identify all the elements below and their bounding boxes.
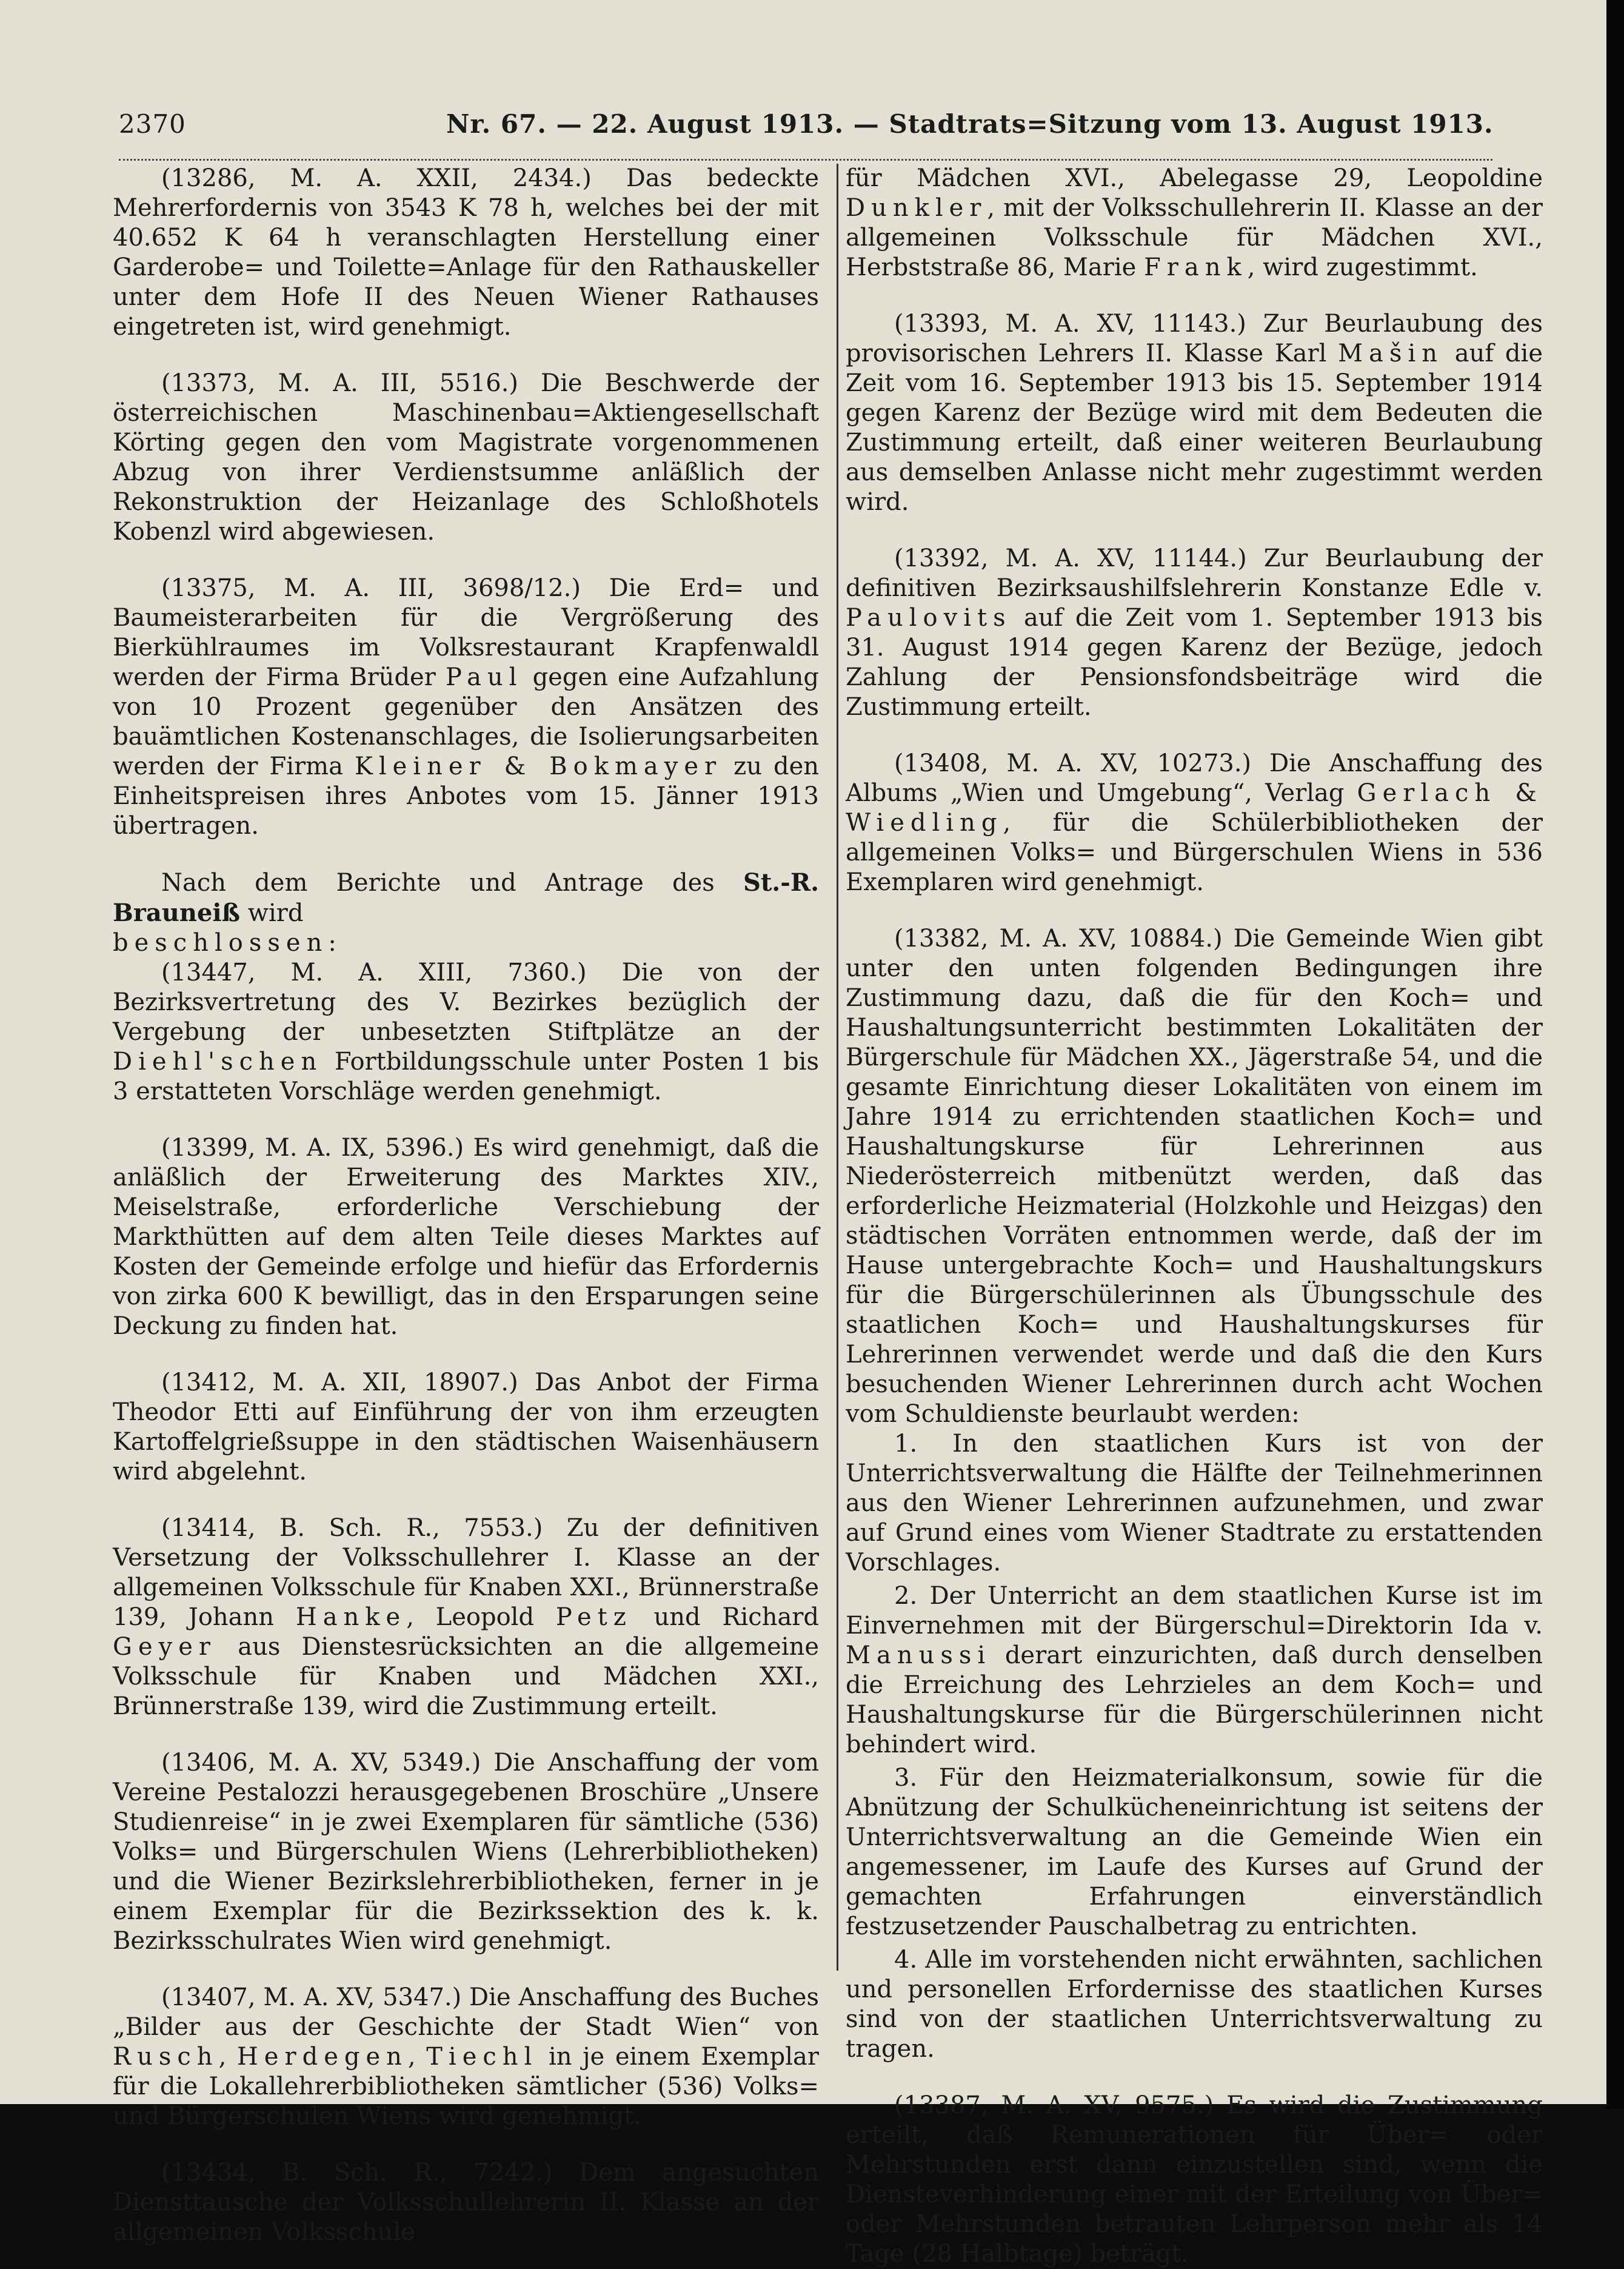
councillor-name: St.-R. Brauneiß bbox=[113, 868, 819, 927]
condition-1: 1. In den staatlichen Kurs ist von der Unterrichtsverwaltung die Hälfte der Teilnehmerinnen aus den Wiener Lehrerinnen aufzunehmen, und zwar auf Grund eines vom Wiener Stadtrate zu erstattenden Vorschlages. bbox=[846, 1430, 1543, 1577]
paragraph-13414: (13414, B. Sch. R., 7553.) Zu der definitiven Versetzung der Volksschullehrer I. Klasse an der allgemeinen Volksschule für Knaben XXI., Brünnerstraße 139, Johann Hanke, Leopold Petz und Richard Geyer aus Dienstesrücksichten an die allgemeine Volksschule für Knaben und Mädchen XXI., Brünnerstraße 139, wird die Zustimmung erteilt. bbox=[113, 1514, 820, 1720]
paragraph-13408: (13408, M. A. XV, 10273.) Die Anschaffung des Albums „Wien und Umgebung“, Verlag Gerlach & Wiedling, für die Schülerbibliotheken der allgemeinen Volks= und Bürgerschulen Wiens in 536 Exemplaren wird genehmigt. bbox=[846, 749, 1543, 896]
paragraph-13399: (13399, M. A. IX, 5396.) Es wird genehmigt, daß die anläßlich der Erweiterung des Marktes XIV., Meiselstraße, erforderliche Verschiebung der Markthütten auf dem alten Teile dieses Marktes auf Kosten der Gemeinde erfolge und hiefür das Erfordernis von zirka 600 K bewilligt, das in den Ersparungen seine Deckung zu finden hat. bbox=[113, 1134, 819, 1340]
paragraph-13406: (13406, M. A. XV, 5349.) Die Anschaffung der vom Vereine Pestalozzi herausgegebenen Broschüre „Unsere Studienreise“ in je zwei Exemplaren für sämtliche (536) Volks= und Bürgerschulen Wiens (Lehrerbibliotheken) und die Wiener Bezirkslehrerbibliotheken, ferner in je einem Exemplar für die Bezirkssektion des k. k. Bezirksschulrates Wien wird genehmigt. bbox=[113, 1749, 819, 1955]
page-number: 2370 bbox=[119, 109, 186, 139]
header-divider bbox=[119, 159, 1492, 161]
paragraph-13412: (13412, M. A. XII, 18907.) Das Anbot der Firma Theodor Etti auf Einführung der von ihm erzeugten Kartoffelgrießsuppe in den städtischen Waisenhäusern wird abgelehnt. bbox=[113, 1369, 819, 1486]
left-column bbox=[113, 164, 820, 2246]
firm-name-paul: Paul bbox=[445, 663, 523, 691]
scan-edge bbox=[1606, 0, 1624, 2109]
issue-title: Nr. 67. — 22. August 1913. — Stadtrats=Sitzung vom 13. August 1913. bbox=[446, 109, 1494, 139]
paragraph-13387: (13387, M. A. XV, 9575.) Es wird die Zustimmung erteilt, daß Remunerationen für Über= oder Mehrstunden erst dann einzustellen sind, wenn die Diensteverhinderung einer mit der Erteilung von Über= oder Mehrstunden betrauten Lehrperson mehr als 14 Tage (28 Halbtage) beträgt. bbox=[846, 2091, 1543, 2268]
right-column bbox=[846, 164, 1543, 2268]
paragraph-13373: (13373, M. A. III, 5516.) Die Beschwerde der österreichischen Maschinenbau=Aktiengesellschaft Körting gegen den vom Magistrate vorgenommenen Abzug von ihrer Verdienstsumme anläßlich der Rekonstruktion der Heizanlage des Schloßhotels Kobenzl wird abgewiesen. bbox=[113, 369, 819, 546]
paragraph-13434-continued: für Mädchen XVI., Abelegasse 29, Leopoldine Dunkler, mit der Volksschullehrerin II. Klasse an der allgemeinen Volksschule für Mädchen XVI., Herbststraße 86, Marie Frank, wird zugestimmt. bbox=[846, 164, 1543, 281]
paragraph-13447: (13447, M. A. XIII, 7360.) Die von der Bezirksvertretung des V. Bezirkes bezüglich der Vergebung der unbesetzten Stiftplätze an der Diehl'schen Fortbildungsschule unter Posten 1 bis 3 erstatteten Vorschläge werden genehmigt. bbox=[113, 959, 820, 1105]
firm-name-kleiner-bokmayer: Kleiner & Bokmayer bbox=[354, 752, 723, 780]
paragraph-13375: (13375, M. A. III, 3698/12.) Die Erd= und Baumeisterarbeiten für die Vergrößerung des Bierkühlraumes im Volksrestaurant Krapfenwaldl werden der Firma Brüder Paul gegen eine Aufzahlung von 10 Prozent gegenüber den Ansätzen des bauämtlichen Kostenanschlages, die Isolierungsarbeiten werden der Firma Kleiner & Bokmayer zu den Einheitspreisen ihres Anbotes vom 15. Jänner 1913 übertragen. bbox=[113, 574, 820, 840]
page-header bbox=[119, 109, 1494, 152]
paragraph-13392: (13392, M. A. XV, 11144.) Zur Beurlaubung der definitiven Bezirksaushilfslehrerin Konstanze Edle v. Paulovits auf die Zeit vom 1. September 1913 bis 31. August 1914 gegen Karenz der Bezüge, jedoch Zahlung der Pensionsfondsbeiträge wird die Zustimmung erteilt. bbox=[846, 545, 1543, 721]
column-divider bbox=[837, 164, 838, 1971]
paragraph-13393: (13393, M. A. XV, 11143.) Zur Beurlaubung des provisorischen Lehrers II. Klasse Karl Mašin auf die Zeit vom 16. September 1913 bis 15. September 1914 gegen Karenz der Bezüge wird mit dem Bedeuten die Zustimmung erteilt, daß einer weiteren Beurlaubung aus demselben Anlasse nicht mehr zugestimmt werden wird. bbox=[846, 310, 1543, 516]
condition-2: 2. Der Unterricht an dem staatlichen Kurse ist im Einvernehmen mit der Bürgerschul=Direktorin Ida v. Manussi derart einzurichten, daß durch denselben die Erreichung des Lehrzieles an dem Koch= und Haushaltungskurse für die Bürgerschülerinnen nicht behindert wird. bbox=[846, 1582, 1543, 1758]
paragraph-13407: (13407, M. A. XV, 5347.) Die Anschaffung des Buches „Bilder aus der Geschichte der Stadt Wien“ von Rusch, Herdegen, Tiechl in je einem Exemplar für die Lokallehrerbibliotheken sämtlicher (536) Volks= und Bürgerschulen Wiens wird genehmigt. bbox=[113, 1983, 819, 2130]
resolution-intro: Nach dem Berichte und Antrage des St.-R. Brauneiß wird beschlossen: bbox=[113, 868, 819, 957]
condition-4: 4. Alle im vorstehenden nicht erwähnten, sachlichen und personellen Erfordernisse des staatlichen Kurses sind von der staatlichen Unterrichtsverwaltung zu tragen. bbox=[846, 1946, 1543, 2063]
paragraph-13382: (13382, M. A. XV, 10884.) Die Gemeinde Wien gibt unter den unten folgenden Bedingungen ihre Zustimmung dazu, daß die für den Koch= und Haushaltungsunterricht bestimmten Lokalitäten der Bürgerschule für Mädchen XX., Jägerstraße 54, und die gesamte Einrichtung dieser Lokalitäten von einem im Jahre 1914 zu errichtenden staatlichen Koch= und Haushaltungskurse für Lehrerinnen aus Niederösterreich mitbenützt werden, daß das erforderliche Heizmaterial (Holzkohle und Heizgas) den städtischen Vorräten entnommen werde, daß der im Hause untergebrachte Koch= und Haushaltungskurs für die Bürgerschülerinnen als Übungsschule des staatlichen Koch= und Haushaltungskurses für Lehrerinnen verwendet werde und daß die den Kurs besuchenden Wiener Lehrerinnen durch acht Wochen vom Schuldienste beurlaubt werden: bbox=[846, 925, 1543, 1428]
condition-3: 3. Für den Heizmaterialkonsum, sowie für die Abnützung der Schulkücheneinrichtung ist seitens der Unterrichtsverwaltung an die Gemeinde Wien ein angemessener, im Laufe des Kurses auf Grund der gemachten Erfahrungen einverständlich festzusetzender Pauschalbetrag zu entrichten. bbox=[846, 1764, 1543, 1940]
paragraph-13434: (13434, B. Sch. R., 7242.) Dem angesuchten Diensttausche der Volksschullehrerin II. Klasse an der allgemeinen Volksschule bbox=[113, 2159, 819, 2246]
resolved-label: beschlossen: bbox=[113, 929, 343, 957]
paragraph-13286: (13286, M. A. XXII, 2434.) Das bedeckte Mehrerfordernis von 3543 K 78 h, welches bei der mit 40.652 K 64 h veranschlagten Herstellung einer Garderobe= und Toilette=Anlage für den Rathauskeller unter dem Hofe II des Neuen Wiener Rathauses eingetreten ist, wird genehmigt. bbox=[113, 164, 819, 341]
